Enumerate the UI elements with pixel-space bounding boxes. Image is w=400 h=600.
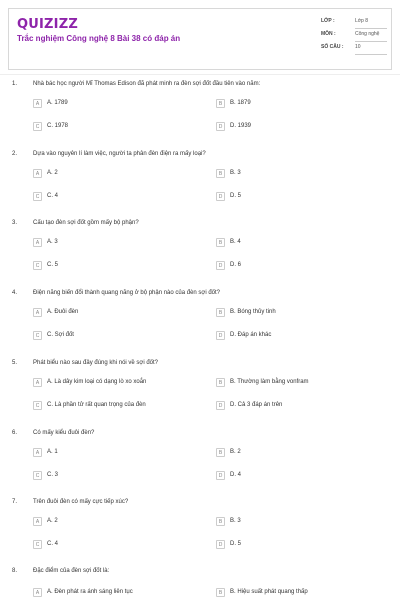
option-text: B. 2 xyxy=(230,449,241,455)
option-letter-box: A xyxy=(33,448,42,457)
option-text: A. Đèn phát ra ánh sáng liên tục xyxy=(47,589,133,595)
option-text: A. 1789 xyxy=(47,100,68,106)
meta-label: MÔN : xyxy=(321,31,336,37)
option-text: B. 1879 xyxy=(230,100,251,106)
option-text: B. Hiệu suất phát quang thấp xyxy=(230,589,308,595)
option-letter-box: C xyxy=(33,540,42,549)
option-letter-box: A xyxy=(33,517,42,526)
question-text: Dựa vào nguyên lí làm việc, người ta phân đèn điện ra mấy loại? xyxy=(33,151,206,157)
option-text: B. 3 xyxy=(230,518,241,524)
question-item xyxy=(0,220,400,290)
question-item xyxy=(0,290,400,360)
option-letter-box: C xyxy=(33,192,42,201)
question-text: Trên đuôi đèn có mấy cực tiếp xúc? xyxy=(33,499,129,505)
option-text: D. 6 xyxy=(230,262,242,268)
question-text: Có mấy kiểu đuôi đèn? xyxy=(33,430,95,436)
option-text: B. 3 xyxy=(230,170,241,176)
option-letter-box: B xyxy=(216,308,225,317)
question-number: 2. xyxy=(12,151,18,157)
question-number: 4. xyxy=(12,290,18,296)
option-text: D. 1939 xyxy=(230,123,252,129)
option-letter-box: D xyxy=(216,261,225,270)
question-text: Cấu tạo đèn sợi đốt gồm mấy bộ phận? xyxy=(33,220,139,226)
option-letter-box: D xyxy=(216,331,225,340)
option-text: C. Là phần tử rất quan trọng của đèn xyxy=(47,402,146,408)
option-letter-box: C xyxy=(33,122,42,131)
option-text: B. Thường làm bằng vonfram xyxy=(230,379,309,385)
meta-row-class xyxy=(321,17,387,30)
meta-label: SỐ CÂU : xyxy=(321,44,344,50)
option-letter-box: D xyxy=(216,122,225,131)
option-text: C. 4 xyxy=(47,541,59,547)
option-letter-box: B xyxy=(216,448,225,457)
question-number: 3. xyxy=(12,220,18,226)
option-letter-box: B xyxy=(216,99,225,108)
option-letter-box: D xyxy=(216,192,225,201)
question-item xyxy=(0,568,400,600)
option-letter-box: A xyxy=(33,588,42,597)
option-letter-box: B xyxy=(216,169,225,178)
option-text: C. 3 xyxy=(47,472,59,478)
option-text: B. Bóng thủy tinh xyxy=(230,309,276,315)
option-text: A. 1 xyxy=(47,449,58,455)
option-letter-box: C xyxy=(33,331,42,340)
meta-value: 10 xyxy=(355,44,387,55)
option-letter-box: A xyxy=(33,308,42,317)
option-text: D. Đáp án khác xyxy=(230,332,272,338)
option-letter-box: B xyxy=(216,238,225,247)
question-item xyxy=(0,360,400,430)
option-text: D. 5 xyxy=(230,193,242,199)
option-letter-box: B xyxy=(216,378,225,387)
question-item xyxy=(0,430,400,500)
option-text: C. 5 xyxy=(47,262,59,268)
meta-value: Công nghệ xyxy=(355,31,387,42)
question-item xyxy=(0,151,400,221)
option-letter-box: A xyxy=(33,238,42,247)
option-letter-box: C xyxy=(33,401,42,410)
option-text: A. 2 xyxy=(47,518,58,524)
option-letter-box: B xyxy=(216,588,225,597)
option-text: C. 1978 xyxy=(47,123,69,129)
option-letter-box: D xyxy=(216,471,225,480)
meta-row-subject xyxy=(321,30,387,43)
option-text: D. 4 xyxy=(230,472,242,478)
question-item xyxy=(0,81,400,151)
option-text: A. 2 xyxy=(47,170,58,176)
option-text: C. Sợi đốt xyxy=(47,332,74,338)
option-text: A. 3 xyxy=(47,239,58,245)
question-number: 1. xyxy=(12,81,18,87)
meta-label: LỚP : xyxy=(321,18,335,24)
option-letter-box: C xyxy=(33,471,42,480)
option-letter-box: A xyxy=(33,378,42,387)
option-letter-box: A xyxy=(33,99,42,108)
option-text: D. 5 xyxy=(230,541,242,547)
question-text: Đặc điểm của đèn sợi đốt là: xyxy=(33,568,110,574)
option-text: C. 4 xyxy=(47,193,59,199)
worksheet-title: Trắc nghiệm Công nghệ 8 Bài 38 có đáp án xyxy=(17,34,181,43)
worksheet-meta xyxy=(321,17,387,56)
question-text: Điện năng biến đổi thành quang năng ở bộ phận nào của đèn sợi đốt? xyxy=(33,290,221,296)
option-text: A. Là dây kim loại có dạng lò xo xoắn xyxy=(47,379,147,385)
option-text: A. Đuôi đèn xyxy=(47,309,79,315)
meta-value: Lớp 8 xyxy=(355,18,387,29)
option-letter-box: C xyxy=(33,261,42,270)
question-text: Nhà bác học người Mĩ Thomas Edison đã phát minh ra đèn sợi đốt đầu tiên vào năm: xyxy=(33,81,261,87)
option-letter-box: D xyxy=(216,401,225,410)
worksheet-header xyxy=(8,8,392,70)
question-number: 7. xyxy=(12,499,18,505)
header-divider xyxy=(0,74,400,75)
option-text: D. Cả 3 đáp án trên xyxy=(230,402,283,408)
meta-row-count xyxy=(321,43,387,56)
option-letter-box: A xyxy=(33,169,42,178)
option-text: B. 4 xyxy=(230,239,241,245)
question-number: 8. xyxy=(12,568,18,574)
question-text: Phát biểu nào sau đây đúng khi nói về sợi đốt? xyxy=(33,360,159,366)
question-number: 5. xyxy=(12,360,18,366)
option-letter-box: B xyxy=(216,517,225,526)
option-letter-box: D xyxy=(216,540,225,549)
quizizz-logo: QUIZIZZ xyxy=(17,17,78,32)
question-item xyxy=(0,499,400,569)
question-number: 6. xyxy=(12,430,18,436)
